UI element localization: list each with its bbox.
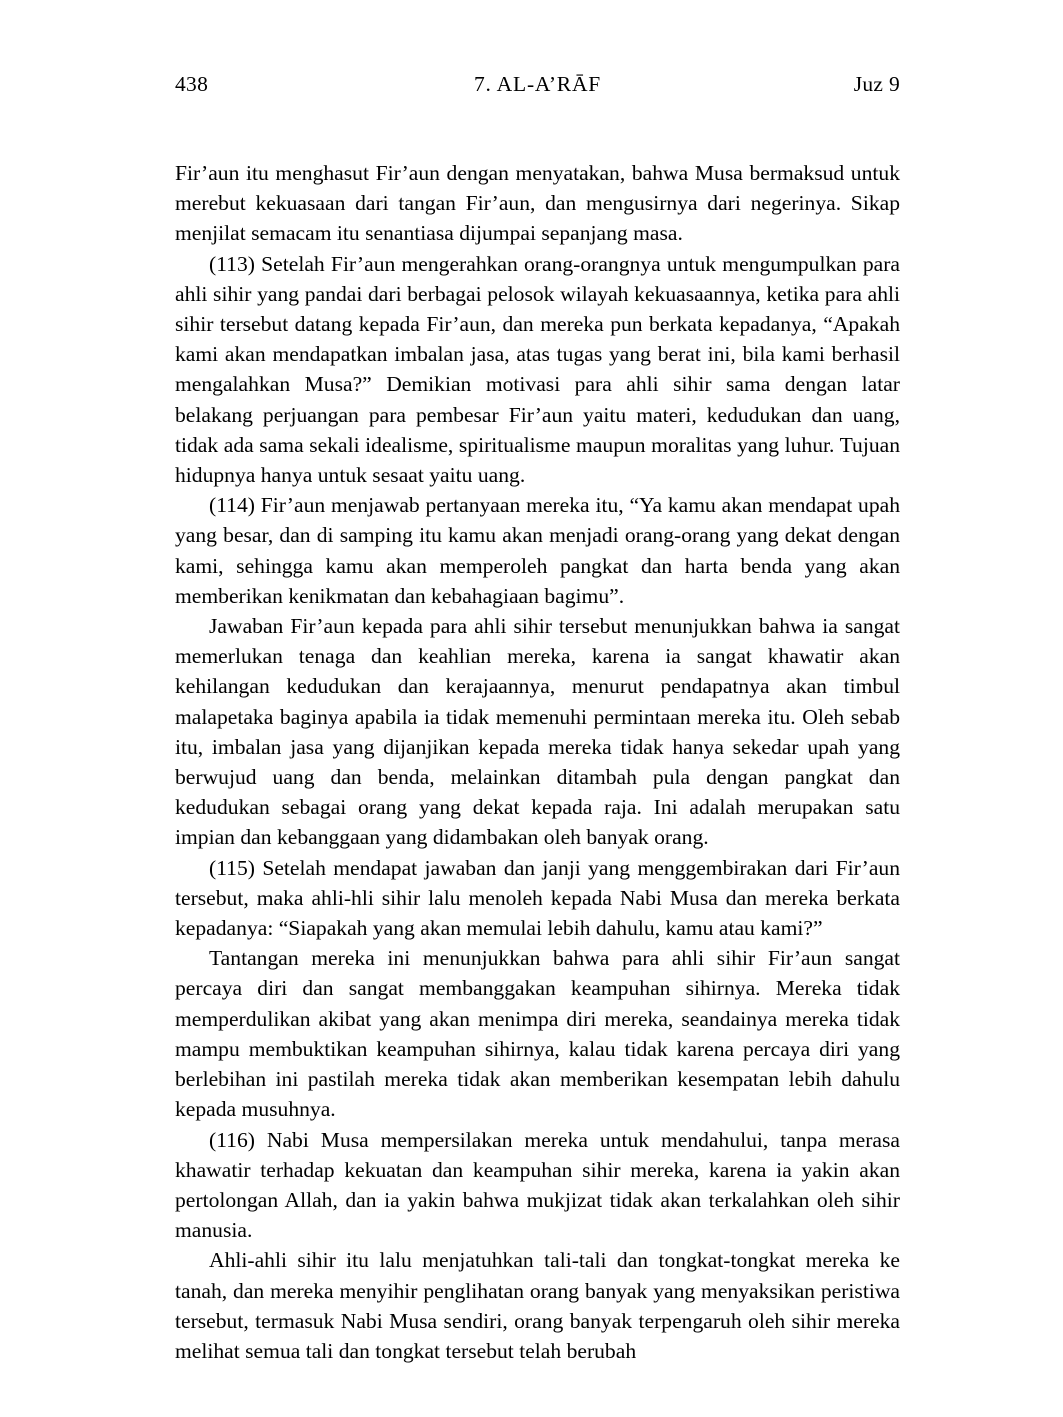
paragraph: Tantangan mereka ini menunjukkan bahwa para ahli sihir Fir’aun sangat percaya diri dan sangat membanggakan keampuhan sihirnya. Mereka tidak memperdulikan akibat yang akan menimpa diri mereka, seandainya mereka tidak mampu membuktikan keampuhan sihirnya, kalau tidak karena percaya diri yang berlebihan ini pastilah mereka tidak akan memberikan kesempatan lebih dahulu kepada musuhnya.: [175, 946, 900, 1122]
page-header: [175, 72, 900, 98]
paragraph: (116) Nabi Musa mempersilakan mereka untuk mendahului, tanpa merasa khawatir terhadap kekuatan dan keampuhan sihir mereka, karena ia yakin akan pertolongan Allah, dan ia yakin bahwa mukjizat tidak akan terkalahkan oleh sihir manusia.: [175, 1127, 900, 1243]
paragraph: (115) Setelah mendapat jawaban dan janji yang menggembirakan dari Fir’aun tersebut, maka ahli-hli sihir lalu menoleh kepada Nabi Musa dan mereka berkata kepadanya: “Siapakah yang akan memulai lebih dahulu, kamu atau kami?”: [175, 855, 900, 941]
paragraph: Jawaban Fir’aun kepada para ahli sihir tersebut menunjukkan bahwa ia sangat memerlukan tenaga dan keahlian mereka, karena ia sangat khawatir akan kehilangan kedudukan dan kerajaannya, menurut pendapatnya akan timbul malapetaka baginya apabila ia tidak memenuhi permintaan mereka itu. Oleh sebab itu, imbalan jasa yang dijanjikan kepada mereka tidak hanya sekedar upah yang berwujud uang dan benda, melainkan ditambah pula dengan pangkat dan kedudukan sebagai orang yang dekat kepada raja. Ini adalah merupakan satu impian dan kebanggaan yang didambakan oleh banyak orang.: [175, 614, 900, 850]
body-text: [175, 158, 900, 1366]
paragraph: Ahli-ahli sihir itu lalu menjatuhkan tali-tali dan tongkat-tongkat mereka ke tanah, dan mereka menyihir penglihatan orang banyak yang menyaksikan peristiwa tersebut, termasuk Nabi Musa sendiri, orang banyak terpengaruh oleh sihir mereka melihat semua tali dan tongkat tersebut telah berubah: [175, 1248, 900, 1363]
juz-label: Juz 9: [853, 72, 900, 96]
paragraph: Fir’aun itu menghasut Fir’aun dengan menyatakan, bahwa Musa bermaksud untuk merebut kekuasaan dari tangan Fir’aun, dan mengusirnya dari negerinya. Sikap menjilat semacam itu senantiasa dijumpai sepanjang masa.: [175, 161, 900, 246]
paragraph: (113) Setelah Fir’aun mengerahkan orang-orangnya untuk mengumpulkan para ahli sihir yang pandai dari berbagai pelosok wilayah kekuasaannya, ketika para ahli sihir tersebut datang kepada Fir’aun, dan mereka pun berkata kepadanya, “Apakah kami akan mendapatkan imbalan jasa, atas tugas yang berat ini, bila kami berhasil mengalahkan Musa?” Demikian motivasi para ahli sihir sama dengan latar belakang perjuangan para pembesar Fir’aun yaitu materi, kedudukan dan uang, tidak ada sama sekali idealisme, spiritualisme maupun moralitas yang luhur. Tujuan hidupnya hanya untuk sesaat yaitu uang.: [175, 251, 900, 488]
page-number: 438: [175, 72, 209, 96]
running-title: 7. AL-A’RĀF: [473, 72, 602, 96]
paragraph: (114) Fir’aun menjawab pertanyaan mereka itu, “Ya kamu akan mendapat upah yang besar, dan di samping itu kamu akan menjadi orang-orang yang dekat dengan kami, sehingga kamu akan memperoleh pangkat dan harta benda yang akan memberikan kenikmatan dan kebahagiaan bagimu”.: [175, 493, 900, 608]
